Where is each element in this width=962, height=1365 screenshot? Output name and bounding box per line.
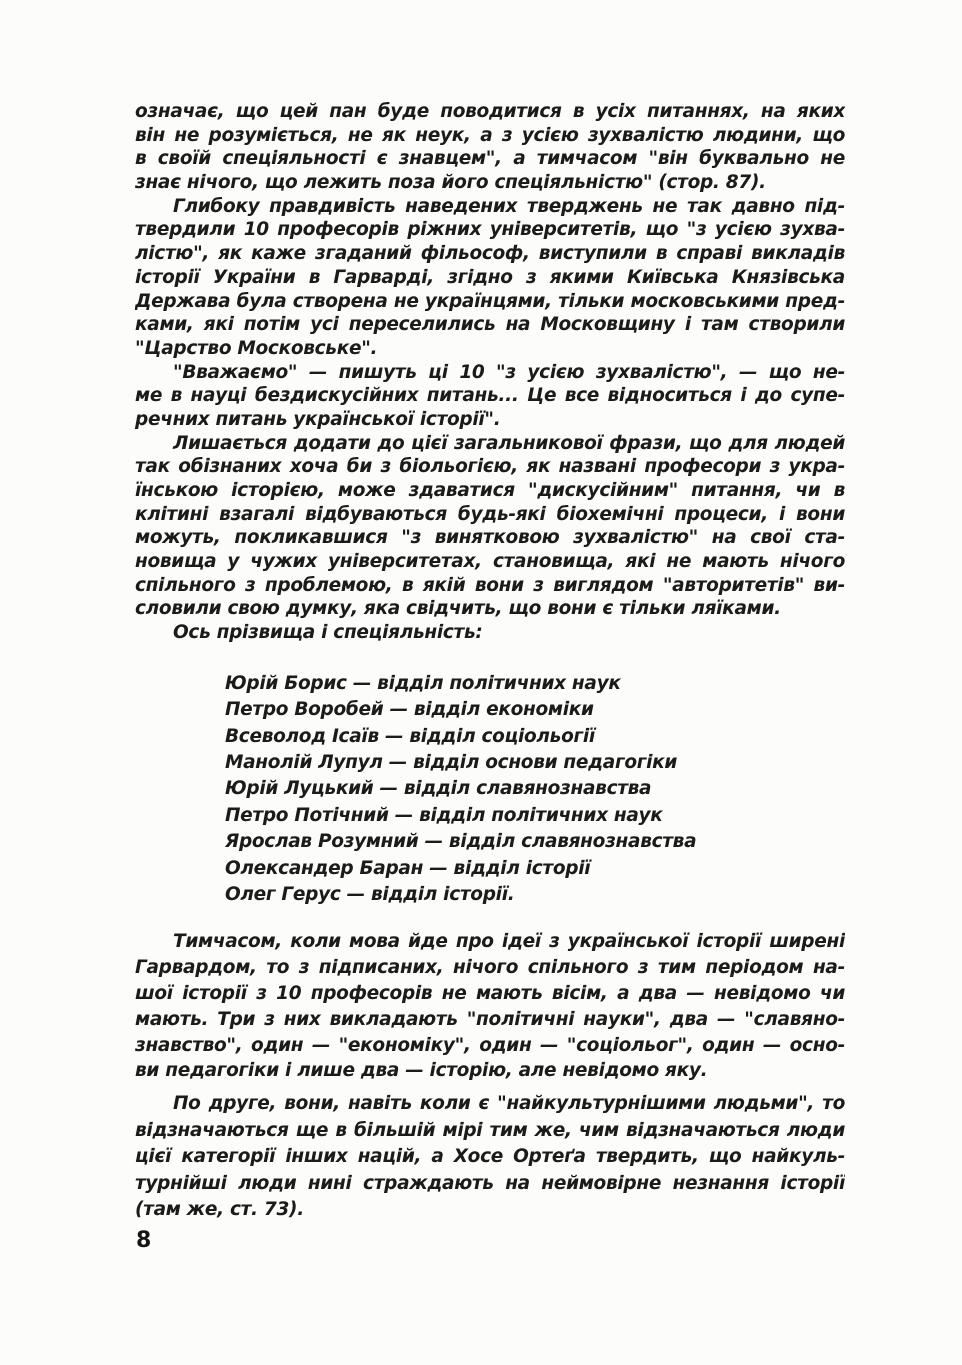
list-item: Юрій Луцький — відділ славянознавства bbox=[225, 778, 652, 800]
text-line: їнською історією, може здаватися "дискусійним" питання, чи в bbox=[135, 480, 845, 501]
text-line: Тимчасом, коли мова йде про ідеї з української історії ширені bbox=[173, 931, 845, 953]
text-line: цієї категорії інших націй, а Хосе Ортеґа твердить, що найкуль- bbox=[135, 1146, 845, 1168]
text-line: "Царство Московське". bbox=[135, 337, 378, 359]
paragraph bbox=[135, 621, 845, 645]
text-line: ви педагогіки і лише два — історію, але невідомо яку. bbox=[135, 1060, 708, 1082]
text-block bbox=[135, 100, 845, 1224]
text-line: новища у чужих університетах, становища, які не мають нічого bbox=[135, 551, 845, 573]
text-line: означає, що цей пан буде поводитися в усіх питаннях, на яких bbox=[135, 101, 845, 122]
paragraph bbox=[135, 1091, 845, 1224]
list-item: Юрій Борис — відділ політичних наук bbox=[225, 672, 621, 694]
paragraph bbox=[135, 195, 845, 361]
list-item: Петро Потічний — відділ політичних наук bbox=[225, 804, 663, 826]
text-line: Глибоку правдивість наведених тверджень не так давно під- bbox=[173, 195, 845, 217]
list-item: Всеволод Ісаїв — відділ соціольогії bbox=[225, 725, 595, 747]
text-line: Лишається додати до цієї загальникової фрази, що для людей bbox=[173, 432, 845, 454]
list-item: Олег Герус — відділ історії. bbox=[225, 883, 515, 905]
text-line: знає нічого, що лежить поза його спеціяльністю" (стор. 87). bbox=[135, 172, 766, 194]
text-line: лістю", як каже згаданий фільософ, виступили в справі викладів bbox=[135, 243, 845, 265]
text-line: ме в науці бездискусійних питань... Це все відноситься і до супе- bbox=[135, 385, 845, 407]
text-line: твердили 10 професорів ріжних університетів, що "з усією зухва- bbox=[135, 219, 845, 241]
text-line: мають. Три з них викладають "політичні науки", два — "славяно- bbox=[135, 1008, 845, 1030]
list-item: Ярослав Розумний — відділ славянознавства bbox=[225, 831, 697, 853]
text-line: "Вважаємо" — пишуть ці 10 "з усією зухвалістю", — що не- bbox=[173, 361, 845, 383]
paragraph bbox=[135, 100, 845, 195]
text-line: історії України в Гарварді, згідно з якими Київська Князівська bbox=[135, 266, 845, 288]
text-line: По друге, вони, навіть коли є "найкультурнішими людьми", то bbox=[173, 1093, 845, 1115]
text-line: він не розуміється, не як неук, а з усією зухвалістю людини, що bbox=[135, 124, 845, 146]
text-line: ками, які потім усі переселились на Московщину і там створили bbox=[135, 314, 845, 336]
text-line: Гарвардом, то з підписаних, нічого спільного з тим періодом на- bbox=[135, 957, 845, 979]
paragraph bbox=[135, 361, 845, 432]
professor-list bbox=[225, 671, 845, 909]
list-item: Олександер Баран — відділ історії bbox=[225, 857, 591, 879]
text-line: речних питань української історії". bbox=[135, 408, 501, 430]
list-item: Петро Воробей — відділ економіки bbox=[225, 699, 594, 721]
text-line: в своїй спеціяльності є знавцем", а тимчасом "він буквально не bbox=[135, 148, 845, 170]
list-item: Манолій Лупул — відділ основи педагогіки bbox=[225, 751, 678, 773]
text-line: знавство", один — "економіку", один — "соціольог", один — осно- bbox=[135, 1034, 845, 1056]
text-line: Ось прізвища і спеціяльність: bbox=[173, 622, 483, 644]
paragraph bbox=[135, 929, 845, 1084]
text-line: так обізнаних хоча би з біольогією, як названі професори з укра- bbox=[135, 456, 845, 478]
page-number: 8 bbox=[136, 1228, 152, 1253]
text-line: словили свою думку, яка свідчить, що вони є тільки ляїками. bbox=[135, 598, 781, 620]
text-line: клітині взагалі відбуваються будь-які біохемічні процеси, і вони bbox=[135, 503, 845, 525]
text-line: (там же, ст. 73). bbox=[135, 1199, 304, 1221]
paragraph bbox=[135, 432, 845, 622]
text-line: відзначаються ще в більшій мірі тим же, чим відзначаються люди bbox=[135, 1119, 845, 1141]
text-line: шої історії з 10 професорів не мають вісім, а два — невідомо чи bbox=[135, 982, 845, 1004]
text-line: Держава була створена не українцями, тільки московськими пред- bbox=[135, 290, 845, 312]
text-line: турнійші люди нині страждають на неймовірне незнання історії bbox=[135, 1172, 845, 1194]
text-line: можуть, покликавшися "з винятковою зухвалістю" на свої ста- bbox=[135, 527, 845, 549]
text-line: спільного з проблемою, в якій вони з виглядом "авторитетів" ви- bbox=[135, 574, 845, 596]
